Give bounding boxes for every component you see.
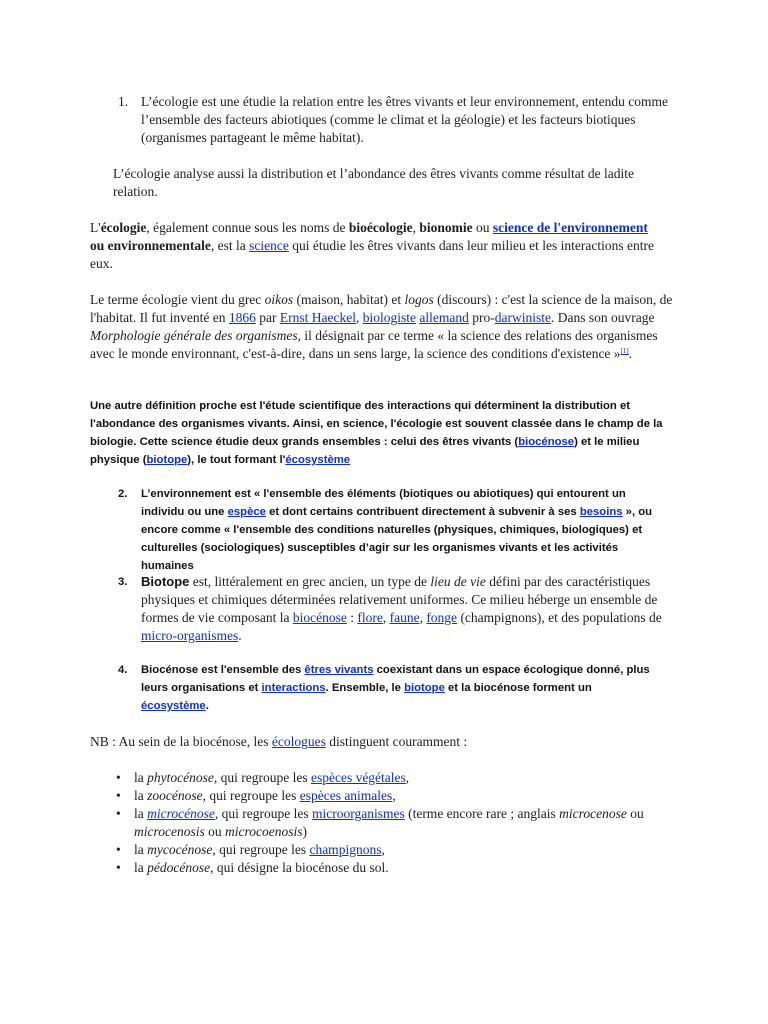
paragraph-other-definition: Une autre définition proche est l'étude scientifique des interactions qui déterminent la distribution et l'abondance des organismes vivants. Ainsi, en science, l'écologie est souvent classée dans le champ de la biologie. Cette science étudie deux grands ensembles : celui des êtres vivants (biocénose) et le milieu physique (biotope), le tout formant l'écosystème: [90, 400, 663, 466]
list-item-pedocenose: • la pédocénose, qui désigne la biocénose du sol.: [90, 859, 650, 877]
bulleted-list: [90, 769, 650, 877]
link-microorganismes[interactable]: microorganismes: [311, 806, 405, 821]
list-item-microcenose: • la microcénose, qui regroupe les microorganismes (terme encore rare ; anglais microcenose ou microcenosis ou microcoenosis): [90, 805, 650, 841]
link-faune[interactable]: faune: [389, 610, 420, 625]
list-item-text: Biotope est, littéralement en grec ancien, un type de lieu de vie défini par des caractéristiques physiques et chimiques déterminées relativement uniformes. Ce milieu héberge un ensemble de formes de vie composant la biocénose : flore, faune, fonge (champignons), et des populations de micro-organismes.: [141, 574, 662, 643]
list-item-4: [118, 661, 658, 715]
link-ecosysteme[interactable]: écosystème: [141, 700, 206, 712]
link-especes-vegetales[interactable]: espèces végétales: [310, 770, 406, 785]
link-flore[interactable]: flore: [357, 610, 383, 625]
link-fonge[interactable]: fonge: [426, 610, 458, 625]
list-number: 2.: [118, 488, 128, 500]
term-biotope: Biotope: [141, 574, 190, 589]
list-item-zoocenose: • la zoocénose, qui regroupe les espèces animales,: [90, 787, 650, 805]
link-science-environnement[interactable]: science de l'environnement: [492, 220, 648, 235]
list-item-text: Biocénose est l'ensemble des êtres vivants coexistant dans un espace écologique donné, plus leurs organisations et interactions. Ensemble, le biotope et la biocénose forment un écosystème.: [141, 664, 650, 712]
paragraph-etymology: Le terme écologie vient du grec oikos (maison, habitat) et logos (discours) : c'est la science de la maison, de l'habitat. Il fut inventé en 1866 par Ernst Haeckel, biologiste allemand pro-darwiniste. Dans son ouvrage Morphologie générale des organismes, il désignait par ce terme « la science des relations des organismes avec le monde environnant, c'est-à-dire, dans un sens large, la science des conditions d'existence »[1].: [90, 292, 673, 361]
link-biologiste[interactable]: biologiste: [362, 310, 416, 325]
link-1866[interactable]: 1866: [228, 310, 256, 325]
list-item-2: [118, 485, 658, 575]
term-bioecologie: bioécologie: [348, 220, 413, 235]
link-darwiniste[interactable]: darwiniste: [494, 310, 551, 325]
link-etres-vivants[interactable]: êtres vivants: [304, 664, 374, 676]
list-number: 3.: [118, 576, 128, 588]
link-ecologues[interactable]: écologues: [271, 734, 326, 749]
list-number: 4.: [118, 664, 128, 676]
link-microcenose[interactable]: microcénose: [147, 806, 215, 821]
list-item-text: L’écologie est une étudie la relation entre les êtres vivants et leur environnement, entendu comme l’ensemble des facteurs abiotiques (comme le climat et la géologie) et les facteurs biotiques (organismes partageant le même habitat).: [141, 94, 668, 145]
link-science[interactable]: science: [249, 238, 289, 253]
link-micro-organismes[interactable]: micro-organismes: [141, 628, 239, 643]
link-interactions[interactable]: interactions: [261, 682, 326, 694]
link-ecosysteme[interactable]: écosystème: [285, 454, 351, 466]
term-ecologie: écologie: [100, 220, 147, 235]
list-item-1: [118, 93, 678, 147]
link-espece[interactable]: espèce: [227, 506, 266, 518]
link-biotope[interactable]: biotope: [404, 682, 445, 694]
list-number: 1.: [118, 94, 129, 109]
link-ernst-haeckel[interactable]: Ernst Haeckel: [279, 310, 356, 325]
link-biocenose[interactable]: biocénose: [292, 610, 347, 625]
link-biotope[interactable]: biotope: [146, 454, 188, 466]
link-besoins[interactable]: besoins: [579, 506, 623, 518]
paragraph-nb: NB : Au sein de la biocénose, les écologues distinguent couramment :: [90, 734, 468, 749]
link-especes-animales[interactable]: espèces animales: [299, 788, 393, 803]
term-bionomie: bionomie: [419, 220, 473, 235]
link-biocenose[interactable]: biocénose: [518, 436, 575, 448]
paragraph-distribution: L’écologie analyse aussi la distribution et l’abondance des êtres vivants comme résultat de ladite relation.: [113, 166, 634, 199]
link-allemand[interactable]: allemand: [419, 310, 469, 325]
reference-link[interactable]: [1]: [620, 347, 629, 355]
link-champignons[interactable]: champignons: [309, 842, 382, 857]
list-item-mycocenose: • la mycocénose, qui regroupe les champignons,: [90, 841, 650, 859]
paragraph-definition: L'écologie, également connue sous les noms de bioécologie, bionomie ou science de l'environnement ou environnementale, est la science qui étudie les êtres vivants dans leur milieu et les interactions entre eux.: [90, 220, 654, 271]
list-item-3: [118, 573, 668, 645]
list-item-text: L’environnement est « l'ensemble des éléments (biotiques ou abiotiques) qui entourent un individu ou une espèce et dont certains contribuent directement à subvenir à ses besoins », ou encore comme « l'ensemble des conditions naturelles (physiques, chimiques, biologiques) et culturelles (sociologiques) susceptibles d’agir sur les organismes vivants et les activités humaines: [141, 488, 653, 572]
list-item-phytocenose: • la phytocénose, qui regroupe les espèces végétales,: [90, 769, 650, 787]
